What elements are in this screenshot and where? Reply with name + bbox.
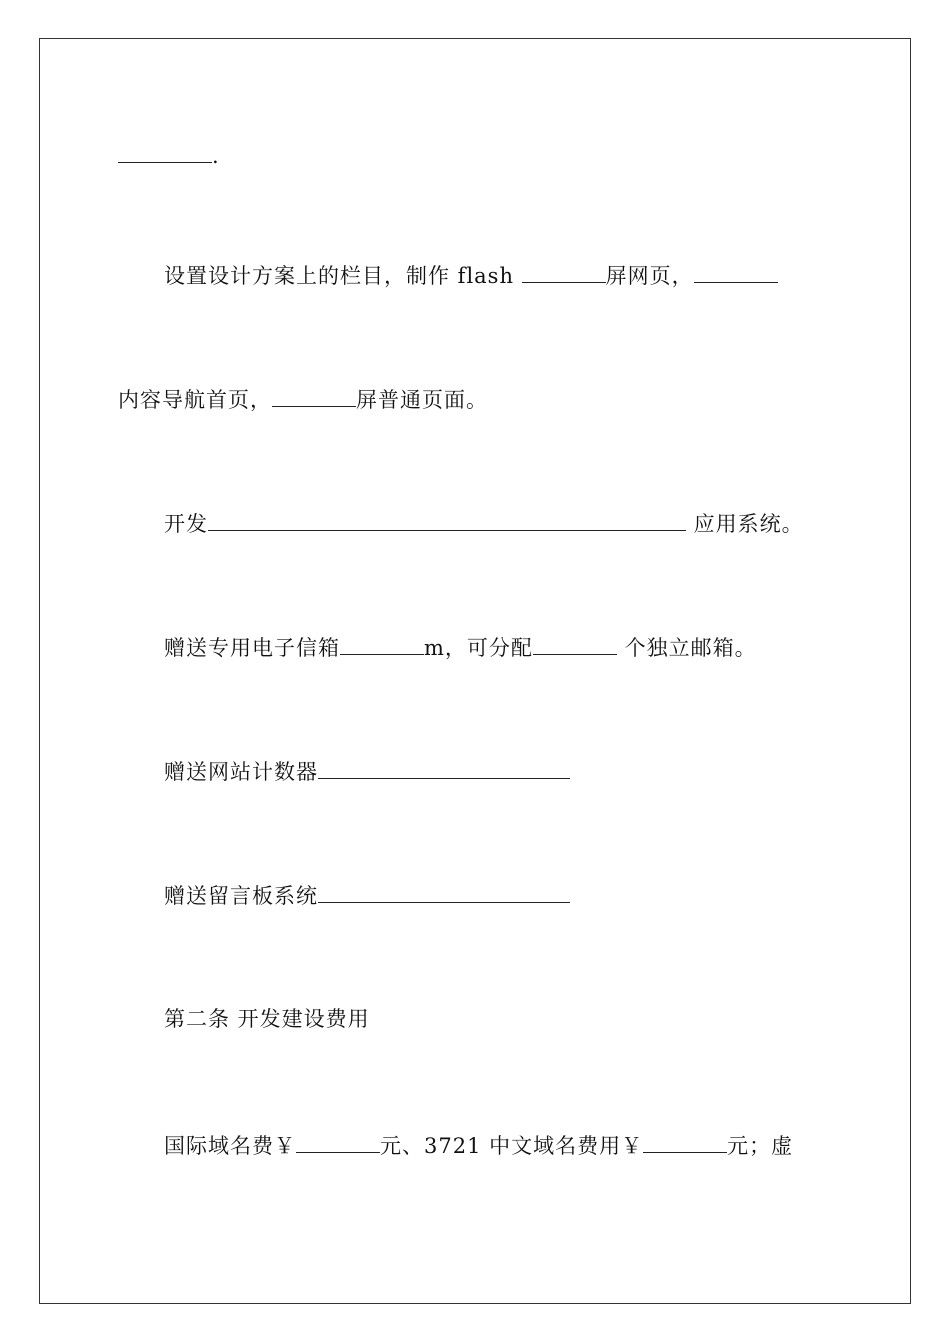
text: 开发 xyxy=(164,512,208,536)
text: 元、3721 中文域名费用￥ xyxy=(380,1134,644,1158)
line-6 xyxy=(164,756,884,787)
text: m，可分配 xyxy=(424,636,533,660)
text: 屏网页， xyxy=(605,264,694,288)
line-2 xyxy=(164,260,884,291)
text: 个独立邮箱。 xyxy=(616,636,757,660)
heading-text: 第二条 开发建设费用 xyxy=(164,1007,370,1031)
section-heading xyxy=(164,1004,884,1034)
fill-blank xyxy=(272,384,356,407)
fill-blank xyxy=(318,756,570,779)
fill-blank xyxy=(118,140,212,163)
fill-blank xyxy=(296,1130,380,1153)
text: 内容导航首页， xyxy=(118,388,272,412)
text: 应用系统。 xyxy=(686,512,804,536)
text: 设置设计方案上的栏目，制作 flash xyxy=(164,264,522,288)
line-1 xyxy=(118,140,838,171)
fill-blank xyxy=(694,260,778,283)
page-border xyxy=(39,38,911,1304)
text: 屏普通页面。 xyxy=(356,388,488,412)
fill-blank xyxy=(340,632,424,655)
fill-blank xyxy=(318,880,570,903)
fill-blank xyxy=(208,508,686,531)
period: . xyxy=(212,144,220,168)
text: 赠送专用电子信箱 xyxy=(164,636,340,660)
text: 赠送网站计数器 xyxy=(164,760,318,784)
fill-blank xyxy=(643,1130,727,1153)
fill-blank xyxy=(533,632,617,655)
fill-blank xyxy=(522,260,606,283)
text: 国际域名费￥ xyxy=(164,1134,296,1158)
text: 赠送留言板系统 xyxy=(164,884,318,908)
line-5 xyxy=(164,632,884,663)
text: 元；虚 xyxy=(727,1134,794,1158)
line-9 xyxy=(164,1130,884,1161)
line-7 xyxy=(164,880,884,911)
line-3 xyxy=(118,384,838,415)
line-4 xyxy=(164,508,884,539)
